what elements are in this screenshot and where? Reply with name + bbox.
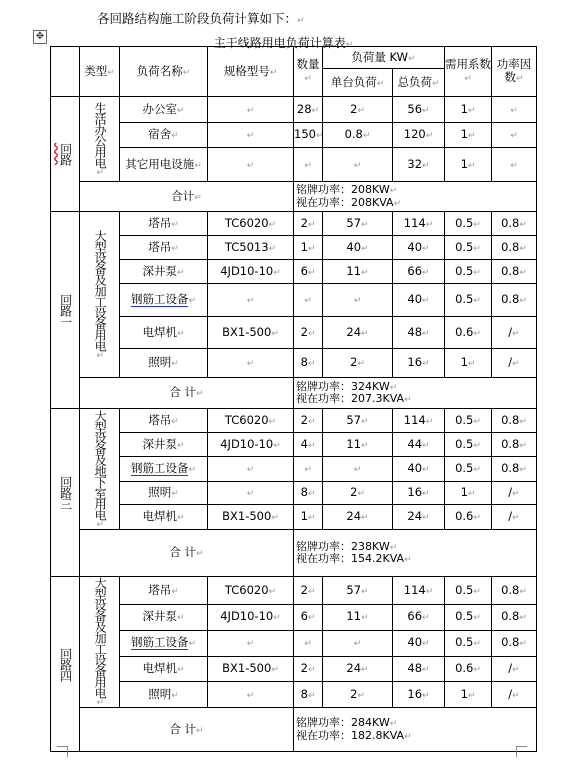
power-factor: 0.8↵ xyxy=(492,212,537,236)
spec: 4JD10-10↵ xyxy=(208,605,294,631)
total-load: 66↵ xyxy=(393,260,445,284)
type-label: 大型设备及地下室用电↵ xyxy=(80,409,120,530)
demand-factor: 0.5↵ xyxy=(445,577,492,605)
spec: ↵ xyxy=(208,630,294,656)
spec: ↵ xyxy=(208,482,294,505)
apparent-power: 视在功率：208KVA↵ xyxy=(296,195,402,209)
power-factor: 0.8↵ xyxy=(492,457,537,482)
total-load: 114↵ xyxy=(393,409,445,433)
sum-values xyxy=(294,378,537,409)
spec: 4JD10-10↵ xyxy=(208,433,294,457)
unit-load: 11↵ xyxy=(323,605,393,631)
demand-factor: 1↵ xyxy=(445,123,492,148)
loop-label: 回路一 xyxy=(51,212,80,409)
power-factor: /↵ xyxy=(492,656,537,682)
total-load: 120↵ xyxy=(393,123,445,148)
total-load: 44↵ xyxy=(393,433,445,457)
qty: ↵ xyxy=(294,284,323,317)
demand-factor: 0.5↵ xyxy=(445,236,492,260)
unit-load: ↵ xyxy=(323,284,393,317)
table-row xyxy=(51,378,537,409)
spec: ↵ xyxy=(208,97,294,123)
load-name: 办公室↵ xyxy=(120,97,208,123)
demand-factor: 0.5↵ xyxy=(445,284,492,317)
total-load: 16↵ xyxy=(393,349,445,378)
unit-load: 2↵ xyxy=(323,97,393,123)
qty: 8↵ xyxy=(294,682,323,708)
table-row xyxy=(51,577,537,605)
load-name: 深井泵↵ xyxy=(120,260,208,284)
power-factor: /↵ xyxy=(492,317,537,349)
total-load: 66↵ xyxy=(393,605,445,631)
table-row xyxy=(51,409,537,433)
load-name: 电焊机↵ xyxy=(120,656,208,682)
unit-load: 57↵ xyxy=(323,212,393,236)
qty: 28↵ xyxy=(294,97,323,123)
demand-factor: 0.5↵ xyxy=(445,457,492,482)
table-row xyxy=(51,505,537,530)
load-name: 深井泵↵ xyxy=(120,433,208,457)
qty: 2↵ xyxy=(294,317,323,349)
power-factor: 0.8↵ xyxy=(492,260,537,284)
spec: TC6020↵ xyxy=(208,577,294,605)
power-factor: /↵ xyxy=(492,482,537,505)
qty: 6↵ xyxy=(294,605,323,631)
table-row xyxy=(51,530,537,577)
unit-load: 24↵ xyxy=(323,317,393,349)
power-factor: /↵ xyxy=(492,682,537,708)
spec: ↵ xyxy=(208,682,294,708)
total-load: 32↵ xyxy=(393,148,445,182)
table-row xyxy=(51,349,537,378)
spec: ↵ xyxy=(208,457,294,482)
apparent-power: 视在功率：182.8KVA↵ xyxy=(296,728,412,742)
rated-power: 铭牌功率：284KW↵ xyxy=(296,716,398,730)
unit-load: ↵ xyxy=(323,630,393,656)
power-factor: 0.8↵ xyxy=(492,577,537,605)
table-row xyxy=(51,123,537,148)
unit-load: ↵ xyxy=(323,148,393,182)
qty: 1↵ xyxy=(294,505,323,530)
load-name: 照明↵ xyxy=(120,682,208,708)
demand-factor: 0.5↵ xyxy=(445,433,492,457)
total-load: 40↵ xyxy=(393,457,445,482)
table-row xyxy=(51,148,537,182)
demand-factor: 0.6↵ xyxy=(445,505,492,530)
qty: 8↵ xyxy=(294,482,323,505)
demand-factor: 0.5↵ xyxy=(445,260,492,284)
qty: ↵ xyxy=(294,630,323,656)
unit-load: 2↵ xyxy=(323,682,393,708)
table-row xyxy=(51,457,537,482)
load-name: 电焊机↵ xyxy=(120,317,208,349)
spec: BX1-500↵ xyxy=(208,656,294,682)
table-row xyxy=(51,433,537,457)
table-row xyxy=(51,182,537,212)
sum-values xyxy=(294,182,537,212)
table-row xyxy=(51,260,537,284)
unit-load: 40↵ xyxy=(323,236,393,260)
spec: TC5013↵ xyxy=(208,236,294,260)
spec: BX1-500↵ xyxy=(208,505,294,530)
total-load: 48↵ xyxy=(393,656,445,682)
unit-load: 2↵ xyxy=(323,349,393,378)
total-load: 40↵ xyxy=(393,630,445,656)
unit-load: 24↵ xyxy=(323,505,393,530)
table-row xyxy=(51,630,537,656)
demand-factor: 0.5↵ xyxy=(445,212,492,236)
load-name: 深井泵↵ xyxy=(120,605,208,631)
table-row xyxy=(51,212,537,236)
unit-load: 24↵ xyxy=(323,656,393,682)
header-unit-load: 单台负荷↵ xyxy=(323,69,393,97)
load-name: 钢筋工设备↵ xyxy=(120,630,208,656)
table-row xyxy=(51,284,537,317)
power-factor: 0.8↵ xyxy=(492,433,537,457)
total-load: 16↵ xyxy=(393,682,445,708)
table-row xyxy=(51,708,537,752)
spec: ↵ xyxy=(208,123,294,148)
load-name: 塔吊↵ xyxy=(120,212,208,236)
sum-label: 合计↵ xyxy=(80,182,294,212)
load-name: 钢筋工设备↵ xyxy=(120,284,208,317)
load-table xyxy=(50,46,537,752)
table-row xyxy=(51,605,537,631)
total-load: 40↵ xyxy=(393,236,445,260)
corner-cell xyxy=(51,47,80,97)
total-load: 114↵ xyxy=(393,577,445,605)
load-name: 照明↵ xyxy=(120,349,208,378)
demand-factor: 0.5↵ xyxy=(445,630,492,656)
rated-power: 铭牌功率：208KW↵ xyxy=(296,183,398,197)
demand-factor: 0.6↵ xyxy=(445,317,492,349)
total-load: 114↵ xyxy=(393,212,445,236)
load-name: 电焊机↵ xyxy=(120,505,208,530)
qty: 6↵ xyxy=(294,260,323,284)
power-factor: ↵ xyxy=(492,148,537,182)
loop-label: 回路四 xyxy=(51,577,80,752)
demand-factor: 0.5↵ xyxy=(445,409,492,433)
page-corner-mark xyxy=(516,746,527,757)
sum-label: 合 计↵ xyxy=(80,530,294,577)
table-row xyxy=(51,317,537,349)
type-label: 生活办公用电↵ xyxy=(80,97,120,182)
sum-label: 合 计↵ xyxy=(80,378,294,409)
spec: ↵ xyxy=(208,284,294,317)
table-row xyxy=(51,97,537,123)
spec: TC6020↵ xyxy=(208,409,294,433)
demand-factor: 1↵ xyxy=(445,148,492,182)
unit-load: 57↵ xyxy=(323,577,393,605)
apparent-power: 视在功率：207.3KVA↵ xyxy=(296,392,412,405)
qty: 2↵ xyxy=(294,409,323,433)
spec: 4JD10-10↵ xyxy=(208,260,294,284)
demand-factor: 1↵ xyxy=(445,482,492,505)
apparent-power: 视在功率：154.2KVA↵ xyxy=(296,552,412,565)
type-label: 大型设备及加工设备用电↵ xyxy=(80,212,120,378)
load-name: 其它用电设施↵ xyxy=(120,148,208,182)
total-load: 40↵ xyxy=(393,284,445,317)
power-factor: 0.8↵ xyxy=(492,236,537,260)
demand-factor: 0.6↵ xyxy=(445,656,492,682)
type-label: 大型设备及加工设备用电↵ xyxy=(80,577,120,708)
load-name: 塔吊↵ xyxy=(120,409,208,433)
demand-factor: 1↵ xyxy=(445,349,492,378)
unit-load: 57↵ xyxy=(323,409,393,433)
table-row xyxy=(51,236,537,260)
rated-power: 铭牌功率：238KW↵ xyxy=(296,539,398,553)
sum-values xyxy=(294,530,537,577)
table-row xyxy=(51,656,537,682)
header-demand: 需用系数↵ xyxy=(445,47,492,97)
loop-label: 回路三 xyxy=(51,409,80,577)
load-name: 钢筋工设备↵ xyxy=(120,457,208,482)
spec: BX1-500↵ xyxy=(208,317,294,349)
power-factor: /↵ xyxy=(492,505,537,530)
total-load: 56↵ xyxy=(393,97,445,123)
qty: 1↵ xyxy=(294,236,323,260)
page-corner-mark xyxy=(57,746,68,757)
move-handle-icon[interactable]: ✥ xyxy=(33,30,47,44)
spec: ↵ xyxy=(208,148,294,182)
qty: ↵ xyxy=(294,457,323,482)
load-name: 塔吊↵ xyxy=(120,236,208,260)
qty: 2↵ xyxy=(294,212,323,236)
power-factor: 0.8↵ xyxy=(492,605,537,631)
qty: 4↵ xyxy=(294,433,323,457)
demand-factor: 1↵ xyxy=(445,97,492,123)
qty: 2↵ xyxy=(294,577,323,605)
unit-load: 11↵ xyxy=(323,433,393,457)
header-qty: 数量↵ xyxy=(294,47,323,97)
total-load: 16↵ xyxy=(393,482,445,505)
load-name: 宿舍↵ xyxy=(120,123,208,148)
sum-label: 合 计↵ xyxy=(80,708,294,752)
spec: TC6020↵ xyxy=(208,212,294,236)
power-factor: ↵ xyxy=(492,123,537,148)
qty: ↵ xyxy=(294,148,323,182)
demand-factor: 1↵ xyxy=(445,682,492,708)
unit-load: 2↵ xyxy=(323,482,393,505)
power-factor: 0.8↵ xyxy=(492,409,537,433)
qty: 8↵ xyxy=(294,349,323,378)
loop-label: 回路 xyxy=(51,97,80,212)
header-spec: 规格型号↵ xyxy=(208,47,294,97)
power-factor: ↵ xyxy=(492,97,537,123)
power-factor: 0.8↵ xyxy=(492,284,537,317)
header-name: 负荷名称↵ xyxy=(120,47,208,97)
qty: 150↵ xyxy=(294,123,323,148)
spec: ↵ xyxy=(208,349,294,378)
header-load: 负荷量 KW↵ xyxy=(323,47,445,69)
intro-text: 各回路结构施工阶段负荷计算如下：↵ xyxy=(97,11,305,26)
power-factor: 0.8↵ xyxy=(492,630,537,656)
demand-factor: 0.5↵ xyxy=(445,605,492,631)
table-row xyxy=(51,682,537,708)
header-pf: 功率因数↵ xyxy=(492,47,537,97)
header-type: 类型↵ xyxy=(80,47,120,97)
unit-load: 0.8↵ xyxy=(323,123,393,148)
load-name: 塔吊↵ xyxy=(120,577,208,605)
table-row xyxy=(51,47,537,69)
table-row xyxy=(51,482,537,505)
total-load: 24↵ xyxy=(393,505,445,530)
qty: 2↵ xyxy=(294,656,323,682)
header-total-load: 总负荷↵ xyxy=(393,69,445,97)
sum-values xyxy=(294,708,537,752)
load-name: 照明↵ xyxy=(120,482,208,505)
unit-load: 11↵ xyxy=(323,260,393,284)
power-factor: /↵ xyxy=(492,349,537,378)
table-caption: 主干线路用电负荷计算表↵ xyxy=(213,36,354,50)
total-load: 48↵ xyxy=(393,317,445,349)
rated-power: 铭牌功率：324KW↵ xyxy=(296,379,398,393)
unit-load: ↵ xyxy=(323,457,393,482)
